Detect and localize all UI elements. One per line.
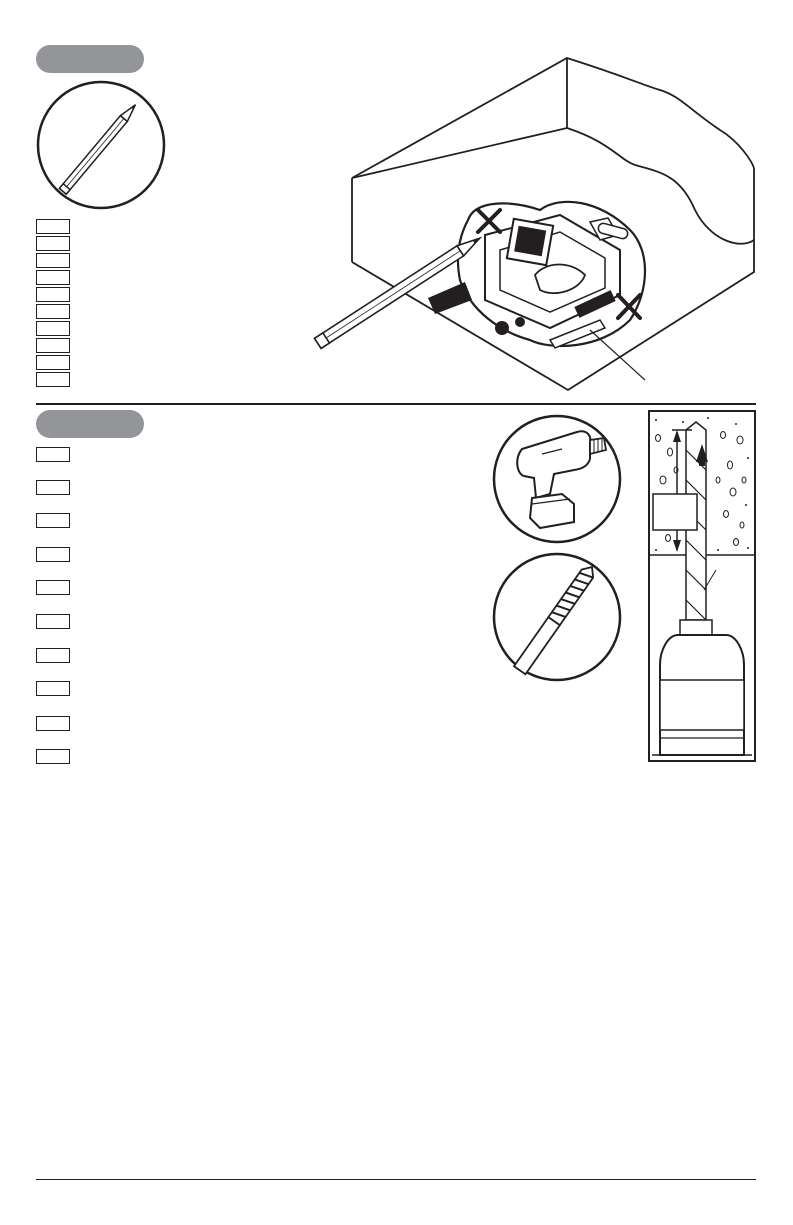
step2-checkbox-3[interactable] <box>36 513 70 528</box>
step1-header-pill <box>36 45 144 73</box>
step2-checkbox-4[interactable] <box>36 547 70 562</box>
step1-checkbox-10[interactable] <box>36 372 70 387</box>
section-divider <box>36 403 756 405</box>
step1-checkbox-5[interactable] <box>36 287 70 302</box>
step2-checkbox-10[interactable] <box>36 749 70 764</box>
footer-rule <box>36 1179 756 1180</box>
step1-checkbox-9[interactable] <box>36 355 70 370</box>
step1-checkbox-1[interactable] <box>36 219 70 234</box>
step2-header-pill <box>36 410 144 438</box>
step2-checkbox-6[interactable] <box>36 614 70 629</box>
step1-checkbox-2[interactable] <box>36 236 70 251</box>
step1-checkbox-6[interactable] <box>36 304 70 319</box>
step1-checkbox-3[interactable] <box>36 253 70 268</box>
step2-checkbox-1[interactable] <box>36 447 70 462</box>
drilling-depth-diagram <box>648 410 758 765</box>
step2-checkbox-7[interactable] <box>36 648 70 663</box>
ceiling-mount-illustration <box>300 50 760 400</box>
drill-icon <box>492 414 624 546</box>
step2-checkbox-8[interactable] <box>36 681 70 696</box>
pencil-icon <box>36 80 168 212</box>
step1-checkbox-8[interactable] <box>36 338 70 353</box>
step2-checkbox-2[interactable] <box>36 480 70 495</box>
step1-checkbox-7[interactable] <box>36 321 70 336</box>
step1-checkbox-4[interactable] <box>36 270 70 285</box>
drill-bit-icon <box>492 552 624 684</box>
step2-checkbox-9[interactable] <box>36 716 70 731</box>
step2-checkbox-5[interactable] <box>36 580 70 595</box>
